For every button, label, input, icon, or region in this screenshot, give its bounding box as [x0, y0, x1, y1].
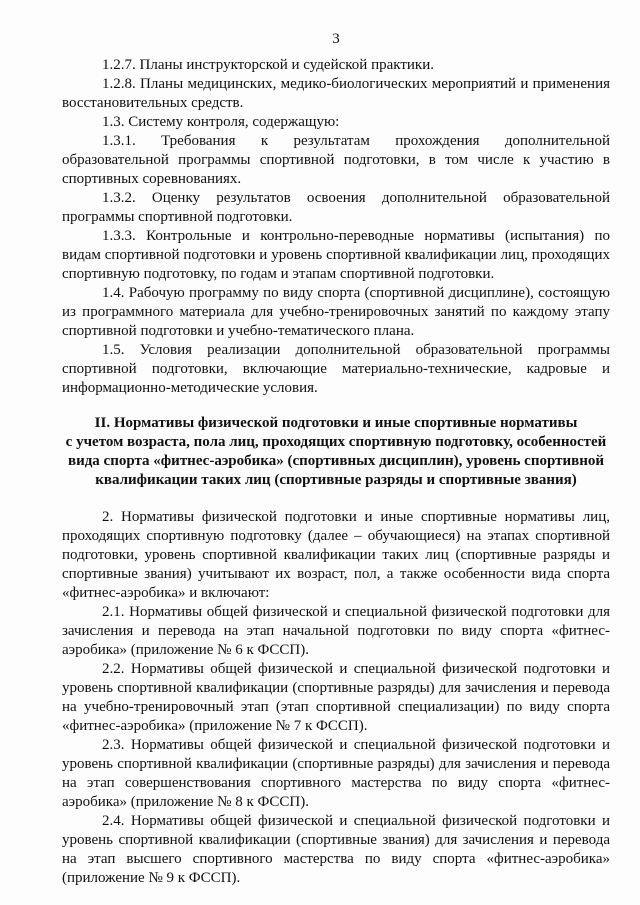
paragraph-1-4: 1.4. Рабочую программу по виду спорта (спортивной дисциплине), состоящую из программного материала для учебно-тренировочных занятий по каждому этапу спортивной подготовки и учебно-тематического плана.: [62, 285, 610, 339]
heading-line-2: с учетом возраста, пола лиц, проходящих спортивную подготовку, особенностей: [65, 434, 607, 450]
paragraph-1-3-3: 1.3.3. Контрольные и контрольно-переводные нормативы (испытания) по видам спортивной подготовки и уровень спортивной квалификации лиц, проходящих спортивную подготовку, по годам и этапам спортивной подготовки.: [62, 228, 610, 282]
paragraph-1-3-1: 1.3.1. Требования к результатам прохождения дополнительной образовательной программы спортивной подготовки, в том числе к участию в спортивных соревнованиях.: [62, 133, 610, 187]
paragraph-1-2-8: 1.2.8. Планы медицинских, медико-биологических мероприятий и применения восстановительных средств.: [62, 76, 610, 111]
paragraph-1-3: 1.3. Систему контроля, содержащую:: [102, 114, 340, 130]
paragraph-1-5: 1.5. Условия реализации дополнительной образовательной программы спортивной подготовки, включающие материально-технические, кадровые и информационно-методические условия.: [62, 342, 610, 396]
paragraph-2-2: 2.2. Нормативы общей физической и специальной физической подготовки и уровень спортивной квалификации (спортивные разряды) для зачисления и перевода на учебно-тренировочный этап (этап спортивной специализации) по виду спорта «фитнес-аэробика» (приложение № 7 к ФССП).: [62, 661, 610, 734]
heading-line-3: вида спорта «фитнес-аэробика» (спортивных дисциплин), уровень спортивной: [67, 453, 605, 469]
heading-line-4: квалификации таких лиц (спортивные разряды и спортивные звания): [95, 472, 577, 488]
section-two-items: [62, 508, 610, 888]
heading-line-1: II. Нормативы физической подготовки и иные спортивные нормативы: [94, 415, 578, 431]
paragraph-2-4: 2.4. Нормативы общей физической и специальной физической подготовки и уровень спортивной квалификации (спортивные звания) для зачисления и перевода на этап высшего спортивного мастерства по виду спорта «фитнес-аэробика» (приложение № 9 к ФССП).: [62, 813, 610, 886]
paragraph-1-2-7: 1.2.7. Планы инструкторской и судейской практики.: [102, 57, 434, 73]
section-two-heading: [62, 414, 610, 490]
paragraph-2: 2. Нормативы физической подготовки и иные спортивные нормативы лиц, проходящих спортивную подготовку (далее – обучающиеся) на этапах спортивной подготовки, уровень спортивной квалификации таких лиц (спортивные разряды и спортивные звания) учитывают их возраст, пол, а также особенности вида спорта «фитнес-аэробика» и включают:: [62, 509, 610, 601]
paragraph-1-3-2: 1.3.2. Оценку результатов освоения дополнительной образовательной программы спортивной подготовки.: [62, 190, 610, 225]
paragraph-2-1: 2.1. Нормативы общей физической и специальной физической подготовки для зачисления и перевода на этап начальной подготовки по виду спорта «фитнес-аэробика» (приложение № 6 к ФССП).: [62, 604, 610, 658]
section-one-items: [62, 56, 610, 398]
paragraph-2-3: 2.3. Нормативы общей физической и специальной физической подготовки и уровень спортивной квалификации (спортивные разряды) для зачисления и перевода на этап совершенствования спортивного мастерства по виду спорта «фитнес-аэробика» (приложение № 8 к ФССП).: [62, 737, 610, 810]
page-number: 3: [332, 31, 340, 47]
